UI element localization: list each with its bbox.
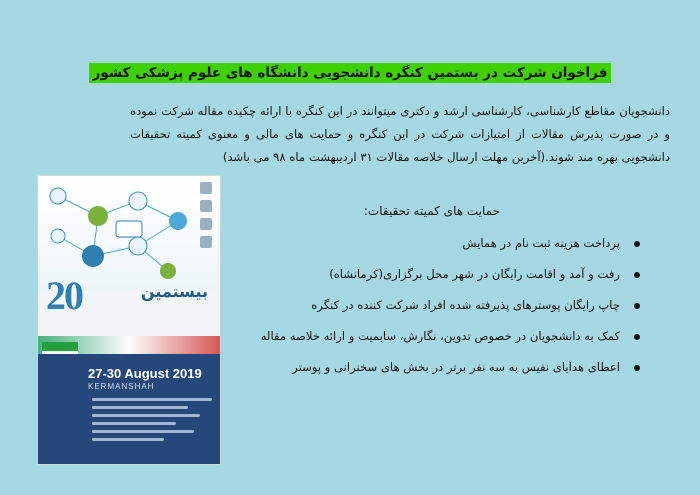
congress-poster-image (37, 175, 221, 465)
poster-title: بیستمین (140, 282, 208, 301)
title-wrap (0, 62, 700, 83)
list-item-text: چاپ رایگان پوسترهای پذیرفته شده افراد شرکت کننده در کنگره (311, 298, 620, 312)
bullet-icon (634, 334, 640, 340)
list-item (222, 329, 642, 360)
bullet-icon (634, 303, 640, 309)
list-item-text: کمک به دانشجویان در خصوص تدوین، نگارش، سابمیت و ارائه خلاصه مقاله (260, 329, 620, 343)
support-list (222, 236, 642, 391)
university-logos (200, 182, 214, 254)
poster-city: KERMANSHAH (88, 382, 155, 391)
poster-number: 20 (46, 273, 82, 318)
list-item-text: رفت و آمد و اقامت رایگان در شهر محل برگزاری(کرمانشاه) (329, 267, 620, 281)
list-item-text: اعطای هدایای نفیس به سه نفر برتر در بخش های سخنرانی و پوستر (292, 360, 620, 374)
list-item (222, 267, 642, 298)
bullet-icon (634, 365, 640, 371)
page-title: فراخوان شرکت در بستمین کنگره دانشجویی دانشگاه های علوم پزشکی کشور (89, 63, 612, 83)
support-heading: حمایت های کمیته تحقیقات: (363, 204, 500, 218)
intro-paragraph: دانشجویان مقاطع کارشناسی، کارشناسی ارشد و دکتری میتوانند در این کنگره با ارائه چکیده مقاله شرکت نموده و در صورت پذیرش مقالات از امتیازات شرکت در این کنگره و حمایت های مالی و معنوی کمیته تحقیقات دانشجویی بهره مند شوند.(آخرین مهلت ارسال خلاصه مقالات ۳۱ اردیبهشت ماه ۹۸ می باشد) (130, 104, 670, 164)
list-item (222, 236, 642, 267)
list-item (222, 360, 642, 391)
bullet-icon (634, 272, 640, 278)
list-item (222, 298, 642, 329)
poster-details (92, 398, 212, 446)
poster-dates: 27-30 August 2019 (88, 366, 202, 381)
list-item-text: پرداخت هزینه ثبت نام در همایش (462, 236, 620, 250)
bullet-icon (634, 241, 640, 247)
